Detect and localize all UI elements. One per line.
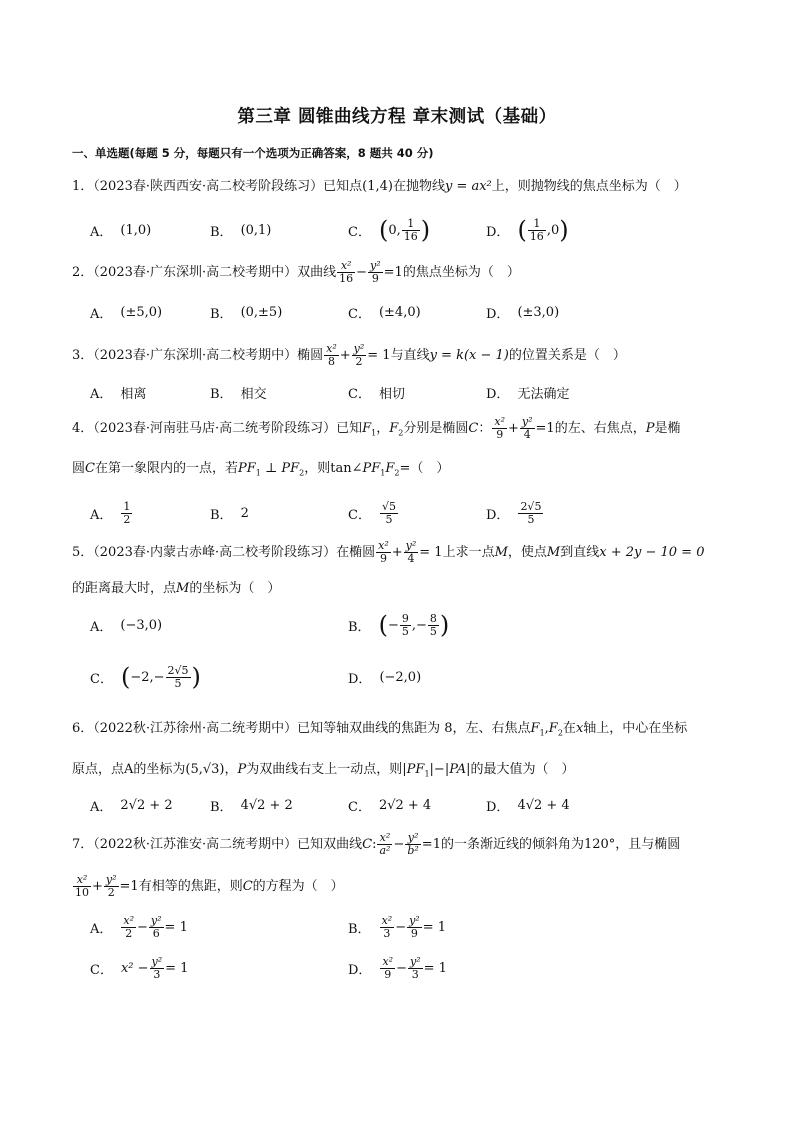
question-7-line-2: $\frac{\text{x²}}{10}$ + $\frac{\text{y²}}{2}$ =1有相等的焦距，则C的方程为（ ） xyxy=(75,873,344,899)
q1-option-c: C． ( 0, $\frac{1}{16}$ ) xyxy=(348,216,431,244)
q3-option-d: D． 无法确定 xyxy=(486,386,570,402)
question-3: 3．（2023春·广东深圳·高二校考期中）椭圆 $\frac{\text{x²}}{8}$ + $\frac{\text{y²}}{2}$ = 1与直线y = k(x − 1)的位置关系是（ ） xyxy=(72,342,626,368)
q5-option-b: B． ( − $\frac{9}{5}$ ,− $\frac{8}{5}$ ) xyxy=(348,611,450,639)
q7-option-c: C． x² − $\frac{\text{y²}}{3}$ = 1 xyxy=(90,954,189,981)
question-1: 1．（2023春·陕西西安·高二校考阶段练习）已知点(1,4)在抛物线y = ax²上，则抛物线的焦点坐标为（ ） xyxy=(72,179,687,194)
q2-option-d: D． (±3,0) xyxy=(486,304,560,322)
q7-option-b: B． $\frac{\text{x²}}{3}$ − $\frac{\text{y²}}{9}$ = 1 xyxy=(348,913,447,940)
question-5-line-1: 5．（2023春·内蒙古赤峰·高二校考阶段练习）在椭圆 $\frac{\text{x²}}{9}$ + $\frac{\text{y²}}{4}$ = 1上求一点M，使点M到直线x + 2y − 10 = 0 xyxy=(72,539,705,565)
q6-option-c: C． 2√2 + 4 xyxy=(348,797,432,815)
q4-option-d: D． $\frac{2√5}{5}$ xyxy=(486,499,542,526)
q5-option-d: D． (−2,0) xyxy=(348,669,422,687)
q3-option-b: B． 相交 xyxy=(210,386,267,402)
question-5-line-2: 的距离最大时，点M的坐标为（ ） xyxy=(72,581,281,596)
q1-option-b: B． (0,1) xyxy=(210,222,272,240)
question-7-line-1: 7．（2022秋·江苏淮安·高二统考期中）已知双曲线C: $\frac{\text{x²}}{\text{a²}}$ − $\frac{\text{y²}}{\text{b²}}$ =1的一条渐近线的倾斜角为120°，且与椭圆 xyxy=(72,831,681,857)
question-4-line-2: 圆C在第一象限内的一点，若$PF_1$ ⊥ $PF_2$，则$\tan\angle PF_1F_2=$（ ） xyxy=(72,461,450,478)
q1-option-a: A． (1,0) xyxy=(90,222,152,240)
q6-option-b: B． 4√2 + 2 xyxy=(210,797,293,815)
q1-option-d: D． ( $\frac{1}{16}$ ,0 ) xyxy=(486,216,569,244)
q2-option-a: A． (±5,0) xyxy=(90,304,163,322)
q4-option-b: B． 2 xyxy=(210,505,249,523)
q2-option-c: C． (±4,0) xyxy=(348,304,421,322)
q5-option-a: A． (−3,0) xyxy=(90,617,163,635)
question-6-line-2: 原点，点A的坐标为(5,√3)，P为双曲线右支上一动点，则$|PF_1|-|PA|$的最大值为（ ） xyxy=(72,762,575,779)
q3-option-c: C． 相切 xyxy=(348,386,405,402)
section-heading: 一、单选题(每题 5 分，每题只有一个选项为正确答案，8 题共 40 分) xyxy=(72,146,434,160)
q4-option-c: C． $\frac{√5}{5}$ xyxy=(348,499,396,526)
q5-option-c: C． ( −2,− $\frac{2√5}{5}$ ) xyxy=(90,663,201,691)
q4-option-a: A． $\frac{1}{2}$ xyxy=(90,499,131,526)
q7-option-d: D． $\frac{\text{x²}}{9}$ − $\frac{\text{y²}}{3}$ = 1 xyxy=(348,954,447,981)
q3-option-a: A． 相离 xyxy=(90,386,147,402)
q7-option-a: A． $\frac{\text{x²}}{2}$ − $\frac{\text{y²}}{6}$ = 1 xyxy=(90,913,188,940)
question-6-line-1: 6．（2022秋·江苏徐州·高二统考期中）已知等轴双曲线的焦距为 8，左、右焦点$F_1,F_2$在x轴上，中心在坐标 xyxy=(72,721,688,738)
q6-option-d: D． 4√2 + 4 xyxy=(486,797,570,815)
q2-option-b: B． (0,±5) xyxy=(210,304,283,322)
question-2: 2．（2023春·广东深圳·高二校考期中）双曲线 $\frac{\text{x²}}{16}$ − $\frac{\text{y²}}{9}$ =1的焦点坐标为（ ） xyxy=(72,259,520,285)
page-title: 第三章 圆锥曲线方程 章末测试（基础） xyxy=(237,107,557,127)
question-4-line-1: 4．（2023春·河南驻马店·高二统考阶段练习）已知$F_1$，$F_2$分别是椭圆C： $\frac{\text{x²}}{9}$ + $\frac{\text{y²}}{4}$ =1的左、右焦点，P是椭 xyxy=(72,415,681,441)
q6-option-a: A． 2√2 + 2 xyxy=(90,797,173,815)
